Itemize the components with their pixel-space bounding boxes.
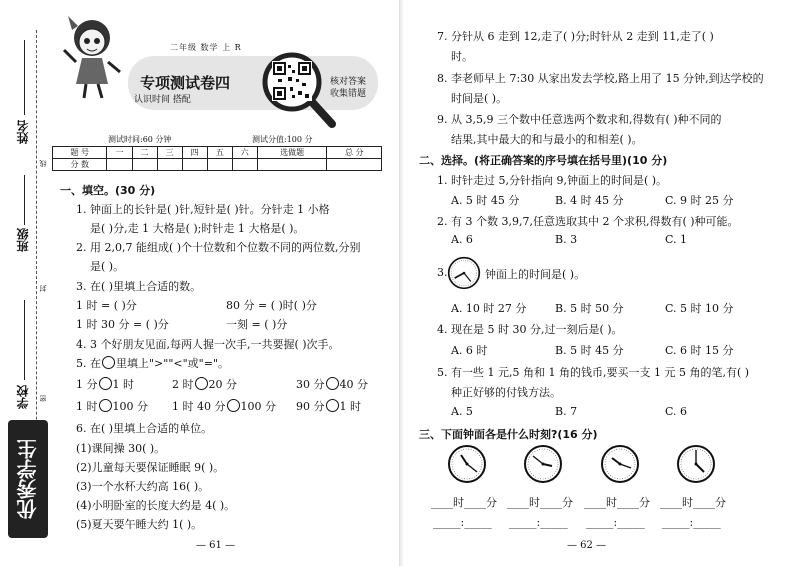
option-b[interactable]: B. 3 — [555, 233, 578, 246]
compare-circle[interactable] — [227, 399, 240, 412]
score-field[interactable] — [132, 159, 157, 171]
score-field[interactable] — [327, 159, 382, 171]
question-line: 是( )。 — [90, 260, 125, 273]
score-field[interactable] — [107, 159, 132, 171]
option-b[interactable]: B. 4 时 45 分 — [555, 194, 624, 207]
table-cell: 五 — [207, 147, 232, 159]
compare-left: 1 分 — [76, 378, 98, 391]
option-a[interactable]: A. 10 时 27 分 — [451, 302, 527, 315]
question-line: (1)课间操 30( )。 — [76, 442, 166, 455]
question-line: (4)小明卧室的长度大约是 4( )。 — [76, 499, 236, 512]
digital-time-field[interactable]: _____:_____ — [586, 516, 645, 529]
question-line: 钟面上的时间是( )。 — [485, 268, 586, 281]
clock-icon — [447, 256, 481, 290]
question-line: 6. 在( )里填上合适的单位。 — [76, 422, 213, 435]
page-title: 专项测试卷四 — [140, 74, 231, 92]
option-c[interactable]: C. 5 时 10 分 — [665, 302, 734, 315]
question-line: 5. 有一些 1 元,5 角和 1 角的钱币,要买一支 1 元 5 角的笔,有( ) — [437, 366, 750, 379]
right-page — [403, 0, 800, 566]
page-number: — 62 — — [567, 540, 607, 551]
time-answer-field[interactable]: ____时____分 — [507, 496, 573, 509]
qr-code-icon[interactable] — [272, 61, 312, 101]
check-line-1: 核对答案 — [330, 77, 367, 87]
compare-left: 2 时 — [172, 378, 194, 391]
section-clocks: 三、下面钟面各是什么时刻?(16 分) — [419, 428, 598, 441]
compare-right: 20 分 — [208, 378, 237, 391]
question-line: 1 时 30 分 = ( )分 — [76, 318, 169, 331]
question-line: (5)夏天要午睡大约 1( )。 — [76, 518, 203, 531]
compare-circle[interactable] — [326, 399, 339, 412]
page-number: — 61 — — [196, 540, 236, 551]
option-c[interactable]: C. 9 时 25 分 — [665, 194, 734, 207]
section-fill-blank: 一、填空。(30 分) — [60, 184, 156, 197]
question-line: 80 分 = ( )时( )分 — [226, 299, 317, 312]
score-field[interactable] — [207, 159, 232, 171]
question-line: 2. 用 2,0,7 能组成( )个十位数和个位数不同的两位数,分别 — [76, 241, 361, 254]
question-line: (3)一个水杯大约高 16( )。 — [76, 480, 210, 493]
score-total: 测试分值:100 分 — [252, 135, 313, 144]
compare-circle — [102, 356, 115, 369]
question-line: 种正好够的付钱方法。 — [451, 386, 561, 399]
mascot-girl-icon — [62, 12, 122, 102]
question-line: 一刻 = ( )分 — [226, 318, 288, 331]
compare-left: 1 时 — [76, 400, 98, 413]
question-line: 1 时 = ( )分 — [76, 299, 137, 312]
option-c[interactable]: C. 6 — [665, 405, 688, 418]
score-field[interactable] — [232, 159, 257, 171]
header — [60, 6, 380, 126]
option-b[interactable]: B. 7 — [555, 405, 578, 418]
question-line: 2. 有 3 个数 3,9,7,任意选取其中 2 个求积,得数有( )种可能。 — [437, 215, 739, 228]
compare-right: 1 时 — [112, 378, 134, 391]
question-line: 时。 — [451, 50, 473, 63]
compare-item — [172, 376, 237, 392]
compare-left: 1 时 40 分 — [172, 400, 226, 413]
compare-item — [172, 398, 276, 414]
option-c[interactable]: C. 6 时 15 分 — [665, 344, 734, 357]
question-line: 9. 从 3,5,9 三个数中任意选两个数求和,得数有( )种不同的 — [437, 113, 722, 126]
time-answer-field[interactable]: ____时____分 — [660, 496, 726, 509]
option-a[interactable]: A. 6 时 — [451, 344, 488, 357]
compare-circle[interactable] — [326, 377, 339, 390]
score-field[interactable] — [182, 159, 207, 171]
line-mark: 线 — [39, 160, 47, 167]
name-label: 姓名 — [16, 120, 30, 144]
clock-icon — [447, 444, 487, 484]
question-line: (2)儿童每天要保证睡眠 9( )。 — [76, 461, 225, 474]
time-limit: 测试时间:60 分钟 — [108, 135, 172, 144]
time-answer-field[interactable]: ____时____分 — [584, 496, 650, 509]
option-b[interactable]: B. 5 时 50 分 — [555, 302, 624, 315]
score-table — [52, 146, 382, 171]
check-line-2: 收集错题 — [330, 89, 367, 99]
digital-time-field[interactable]: _____:_____ — [433, 516, 492, 529]
question-line: 4. 3 个好朋友见面,每两人握一次手,一共要握( )次手。 — [76, 338, 340, 351]
table-cell: 四 — [182, 147, 207, 159]
compare-right: 40 分 — [339, 378, 368, 391]
section-choice: 二、选择。(将正确答案的序号填在括号里)(10 分) — [419, 154, 668, 167]
compare-circle[interactable] — [99, 377, 112, 390]
option-a[interactable]: A. 5 — [451, 405, 473, 418]
compare-left: 90 分 — [296, 400, 325, 413]
digital-time-field[interactable]: _____:_____ — [509, 516, 568, 529]
table-cell: 总 分 — [327, 147, 382, 159]
compare-circle[interactable] — [99, 399, 112, 412]
question-line: 1. 钟面上的长针是( )针,短针是( )针。分针走 1 小格 — [76, 203, 330, 216]
option-b[interactable]: B. 5 时 45 分 — [555, 344, 624, 357]
page-subtitle: 认识时间 搭配 — [134, 95, 191, 105]
subject-line: 二年级 数学 上 R — [170, 43, 242, 52]
score-header-row — [53, 147, 382, 159]
question-line: 7. 分针从 6 走到 12,走了( )分;时针从 2 走到 11,走了( ) — [437, 30, 714, 43]
compare-left: 30 分 — [296, 378, 325, 391]
question-line: 4. 现在是 5 时 30 分,过一刻后是( )。 — [437, 323, 623, 336]
clock-icon — [523, 444, 563, 484]
question-line: 1. 时针走过 5,分针指向 9,钟面上的时间是( )。 — [437, 174, 668, 187]
option-c[interactable]: C. 1 — [665, 233, 688, 246]
question-line: 3. — [437, 266, 448, 279]
compare-item — [76, 376, 134, 392]
check-answer-label — [330, 76, 366, 100]
table-cell: 题 号 — [53, 147, 107, 159]
school-label: 学校 — [16, 385, 30, 409]
score-field[interactable] — [257, 159, 327, 171]
compare-right: 100 分 — [240, 400, 276, 413]
score-value-row — [53, 159, 382, 171]
clock-icon — [600, 444, 640, 484]
table-cell: 一 — [107, 147, 132, 159]
score-field[interactable] — [157, 159, 182, 171]
table-cell: 二 — [132, 147, 157, 159]
digital-time-field[interactable]: _____:_____ — [662, 516, 721, 529]
table-cell: 分 数 — [53, 159, 107, 171]
question-line — [76, 355, 229, 371]
time-answer-field[interactable]: ____时____分 — [431, 496, 497, 509]
compare-right: 1 时 — [339, 400, 361, 413]
question-line: 时间是( )。 — [451, 92, 508, 105]
table-cell: 六 — [232, 147, 257, 159]
class-label: 班级 — [16, 228, 30, 252]
clock-icon — [676, 444, 716, 484]
table-cell: 三 — [157, 147, 182, 159]
class-write-line[interactable] — [24, 175, 25, 225]
option-a[interactable]: A. 5 时 45 分 — [451, 194, 520, 207]
seal-mark: 封 — [39, 285, 47, 292]
name-write-line[interactable] — [24, 40, 25, 115]
brand-logo: 优秀学生 — [8, 420, 48, 538]
school-write-line[interactable] — [24, 300, 25, 380]
question-text: 里填上">""<"或"="。 — [116, 357, 230, 370]
question-line: 3. 在( )里填上合适的数。 — [76, 280, 202, 293]
question-line: 8. 李老师早上 7:30 从家出发去学校,路上用了 15 分钟,到达学校的 — [437, 72, 764, 85]
compare-item — [76, 398, 148, 414]
compare-item — [296, 398, 361, 414]
secret-mark: 密 — [39, 395, 47, 402]
question-line: 结果,其中最大的和与最小的和相差( )。 — [451, 133, 643, 146]
compare-item — [296, 376, 368, 392]
option-a[interactable]: A. 6 — [451, 233, 473, 246]
question-line: 是( )分,走 1 大格是( );时针走 1 大格是( )。 — [90, 222, 305, 235]
compare-circle[interactable] — [195, 377, 208, 390]
table-cell: 选做题 — [257, 147, 327, 159]
binding-strip — [0, 0, 58, 566]
compare-right: 100 分 — [112, 400, 148, 413]
question-text: 5. 在 — [76, 357, 101, 370]
